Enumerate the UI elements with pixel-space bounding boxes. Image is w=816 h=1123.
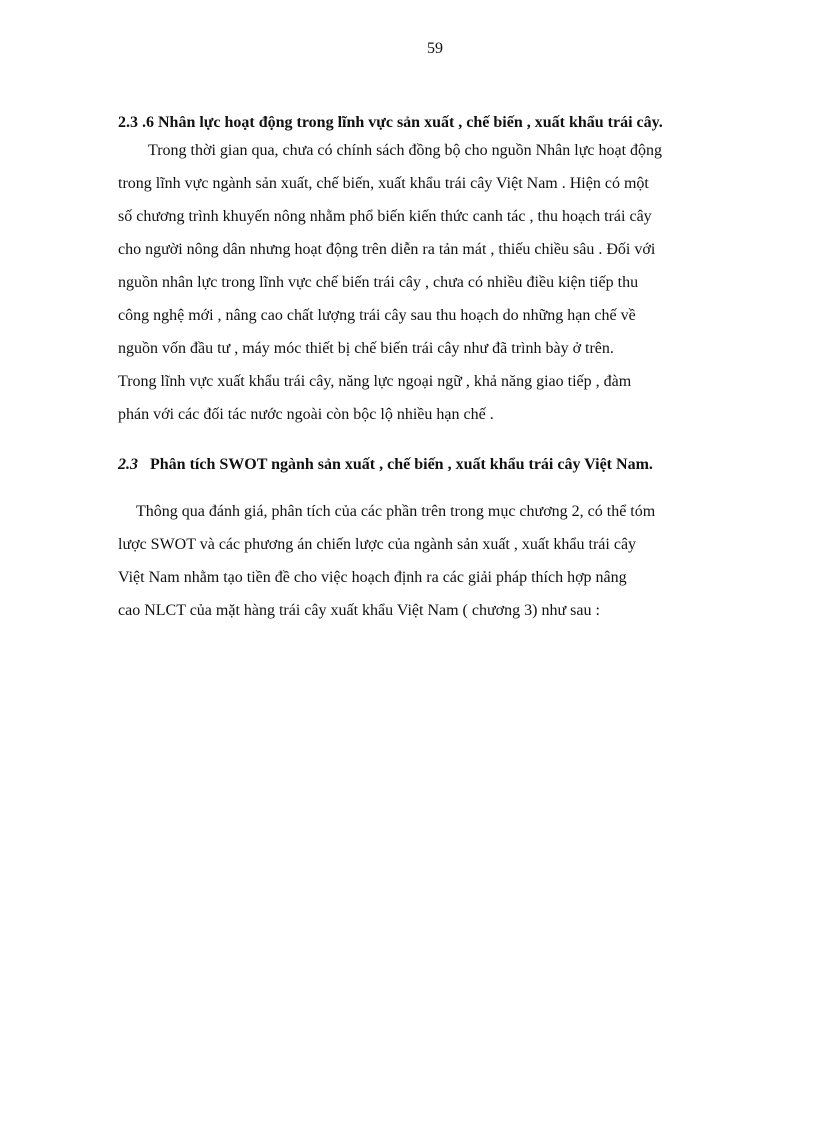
section-body-2-3-6 — [118, 134, 758, 431]
section-number: 2.3 — [118, 456, 138, 473]
section-heading-2-3-6: 2.3 .6 Nhân lực hoạt động trong lĩnh vực sản xuất , chế biến , xuất khẩu trái cây. — [118, 114, 663, 131]
paragraph-line: nguồn nhân lực trong lĩnh vực chế biến trái cây , chưa có nhiều điều kiện tiếp thu — [118, 274, 639, 291]
paragraph-line: Thông qua đánh giá, phân tích của các phần trên trong mục chương 2, có thể tóm — [136, 503, 656, 520]
paragraph-line: Việt Nam nhằm tạo tiền đề cho việc hoạch định ra các giải pháp thích hợp nâng — [118, 569, 627, 586]
section-title: Phân tích SWOT ngành sản xuất , chế biến , xuất khẩu trái cây Việt Nam. — [150, 456, 653, 473]
paragraph-line: cao NLCT của mặt hàng trái cây xuất khẩu Việt Nam ( chương 3) như sau : — [118, 602, 600, 619]
paragraph-line: cho người nông dân nhưng hoạt động trên diễn ra tản mát , thiếu chiều sâu . Đối với — [118, 241, 656, 258]
page-number: 59 — [427, 40, 443, 57]
paragraph-line: nguồn vốn đầu tư , máy móc thiết bị chế biến trái cây như đã trình bày ở trên. — [118, 340, 614, 357]
section-heading-2-3-swot — [118, 455, 758, 475]
paragraph-line: công nghệ mới , nâng cao chất lượng trái cây sau thu hoạch do những hạn chế về — [118, 307, 636, 324]
paragraph-line: lược SWOT và các phương án chiến lược của ngành sản xuất , xuất khẩu trái cây — [118, 536, 637, 553]
paragraph-line: trong lĩnh vực ngành sản xuất, chế biến, xuất khẩu trái cây Việt Nam . Hiện có một — [118, 175, 649, 192]
paragraph-line: Trong thời gian qua, chưa có chính sách đồng bộ cho nguồn Nhân lực hoạt động — [148, 142, 663, 159]
paragraph-line: phán với các đối tác nước ngoài còn bộc lộ nhiều hạn chế . — [118, 406, 494, 423]
paragraph-line: số chương trình khuyến nông nhằm phổ biến kiến thức canh tác , thu hoạch trái cây — [118, 208, 652, 225]
section-body-2-3-swot — [118, 495, 758, 627]
paragraph-line: Trong lĩnh vực xuất khẩu trái cây, năng lực ngoại ngữ , khả năng giao tiếp , đàm — [118, 373, 632, 390]
